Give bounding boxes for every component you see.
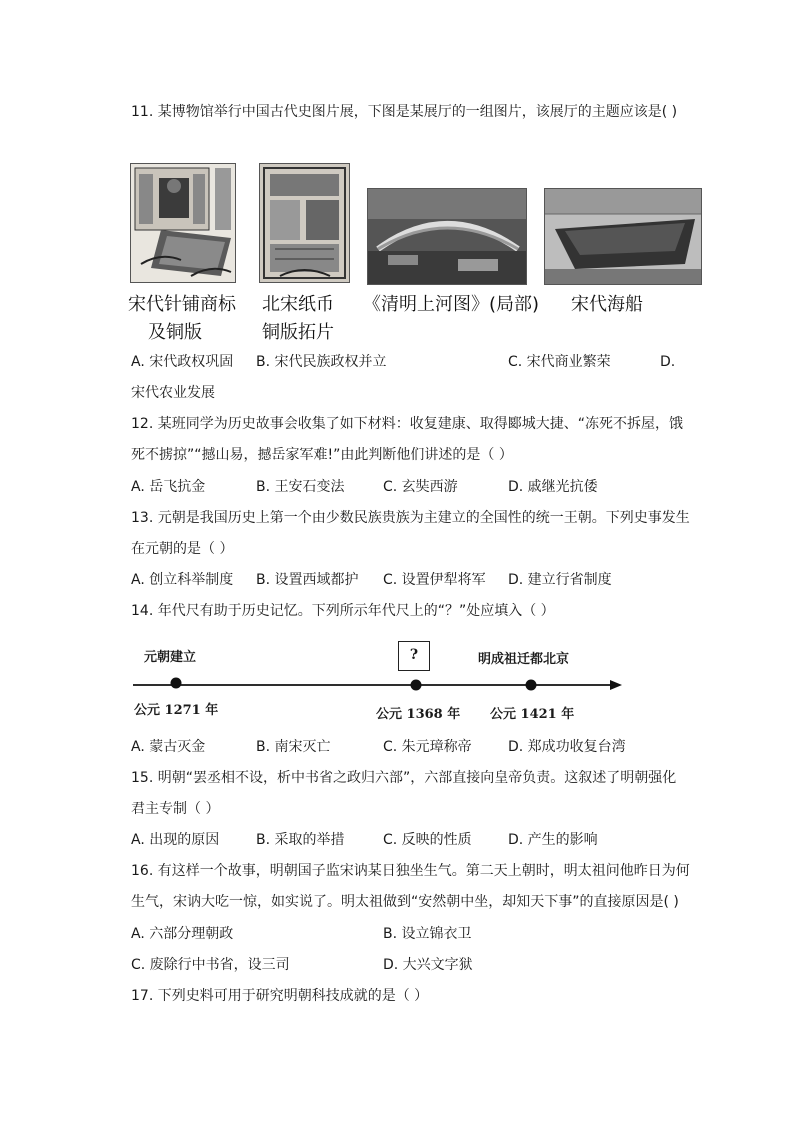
q15-option-b: B. 采取的举措 — [256, 832, 345, 848]
q14-option-b: B. 南宋灭亡 — [256, 739, 331, 755]
q11-option-b: B. 宋代民族政权并立 — [256, 354, 387, 370]
q12-stem-line2: 死不掳掠”“撼山易，撼岳家军难!”由此判断他们讲述的是（ ） — [131, 447, 513, 463]
caption-3: 《清明上河图》(局部) — [363, 294, 540, 315]
q11-option-c: C. 宋代商业繁荣 — [508, 354, 611, 370]
timeline-point-1368 — [411, 680, 422, 691]
q16-stem-line1: 16. 有这样一个故事，明朝国子监宋讷某日独坐生气。第二天上朝时，明太祖问他昨日为何 — [131, 863, 690, 879]
timeline-year-1271: 公元 1271 年 — [134, 703, 219, 718]
q12-option-c: C. 玄奘西游 — [383, 479, 458, 495]
q16-option-b: B. 设立锦衣卫 — [383, 926, 472, 942]
q17-stem: 17. 下列史料可用于研究明朝科技成就的是（ ） — [131, 988, 429, 1004]
caption-2-line1: 北宋纸币 — [262, 294, 334, 315]
timeline-arrow-icon — [610, 680, 622, 690]
q13-stem-line1: 13. 元朝是我国历史上第一个由少数民族贵族为主建立的全国性的统一王朝。下列史事发生 — [131, 510, 690, 526]
caption-4: 宋代海船 — [571, 294, 643, 315]
timeline-point-1271 — [171, 678, 182, 689]
q15-option-c: C. 反映的性质 — [383, 832, 472, 848]
q14-option-a: A. 蒙古灭金 — [131, 739, 206, 755]
q14-option-d: D. 郑成功收复台湾 — [508, 739, 626, 755]
timeline-label-yuan-founded: 元朝建立 — [144, 650, 197, 665]
q11-stem: 11. 某博物馆举行中国古代史图片展，下图是某展厅的一组图片，该展厅的主题应该是( ) — [131, 104, 678, 120]
q12-option-d: D. 戚继光抗倭 — [508, 479, 598, 495]
timeline-label-capital-beijing: 明成祖迁都北京 — [478, 652, 570, 667]
timeline-year-1421: 公元 1421 年 — [490, 707, 575, 722]
q13-stem-line2: 在元朝的是（ ） — [131, 541, 234, 557]
timeline-question-mark: ? — [409, 647, 419, 663]
q16-option-c: C. 废除行中书省，设三司 — [131, 957, 290, 973]
timeline-year-1368: 公元 1368 年 — [376, 707, 461, 722]
q13-option-b: B. 设置西域都护 — [256, 572, 359, 588]
q11-option-d: D. — [660, 354, 676, 370]
q14-option-c: C. 朱元璋称帝 — [383, 739, 472, 755]
q16-option-d: D. 大兴文字狱 — [383, 957, 473, 973]
q13-option-d: D. 建立行省制度 — [508, 572, 612, 588]
q16-stem-line2: 生气，宋讷大吃一惊，如实说了。明太祖做到“安然朝中坐，却知天下事”的直接原因是( ) — [131, 894, 679, 910]
q14-stem: 14. 年代尺有助于历史记忆。下列所示年代尺上的“？”处应填入（ ） — [131, 603, 555, 619]
timeline-point-1421 — [526, 680, 537, 691]
q15-stem-line2: 君主专制（ ） — [131, 801, 220, 817]
q12-option-b: B. 王安石变法 — [256, 479, 345, 495]
q12-option-a: A. 岳飞抗金 — [131, 479, 206, 495]
q15-option-a: A. 出现的原因 — [131, 832, 220, 848]
caption-2-line2: 铜版拓片 — [262, 322, 334, 343]
q11-option-a: A. 宋代政权巩固 — [131, 354, 234, 370]
q11-option-d-text: 宋代农业发展 — [131, 385, 215, 401]
caption-1-line2: 及铜版 — [148, 322, 202, 343]
q15-stem-line1: 15. 明朝“罢丞相不设，析中书省之政归六部”，六部直接向皇帝负责。这叙述了明朝强化 — [131, 770, 677, 786]
caption-1-line1: 宋代针铺商标 — [128, 294, 236, 315]
q13-option-a: A. 创立科举制度 — [131, 572, 234, 588]
q13-option-c: C. 设置伊犁将军 — [383, 572, 486, 588]
q15-option-d: D. 产生的影响 — [508, 832, 598, 848]
q16-option-a: A. 六部分理朝政 — [131, 926, 234, 942]
q12-stem-line1: 12. 某班同学为历史故事会收集了如下材料：收复建康、取得郾城大捷、“冻死不拆屋，饿 — [131, 416, 683, 432]
